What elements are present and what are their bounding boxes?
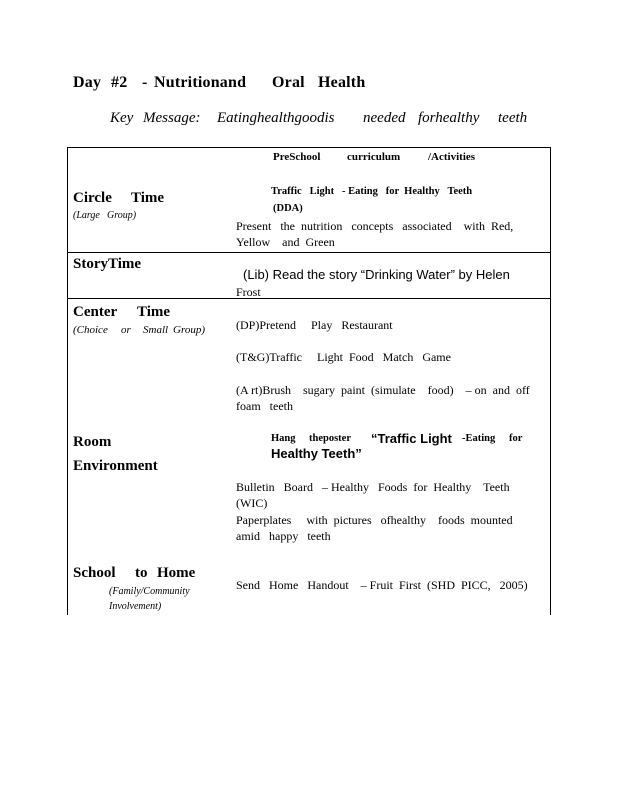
center-time-label-b: Time <box>137 304 171 320</box>
center-time-sub-b: or <box>121 324 131 336</box>
center-time-item-3-line-1: (A rt)Brush sugary paint (simulate food) – on and off <box>236 383 530 397</box>
circle-time-sub-b: Group) <box>107 210 137 221</box>
key-message-text-2: needed <box>363 110 406 126</box>
title-topic-oral: Oral <box>272 74 305 91</box>
key-message-text-1: Eatinghealthgoodis <box>217 110 335 126</box>
center-time-item-3-line-2: foam teeth <box>236 399 293 413</box>
room-environment-label-a: Room <box>73 434 112 450</box>
story-time-line-1: (Lib) Read the story “Drinking Water” by Helen <box>243 267 510 282</box>
table-header-activities: /Activities <box>428 151 476 163</box>
poster-theposter: theposter <box>309 433 351 444</box>
circle-time-activity-title: Traffic Light - Eating for Healthy Teeth <box>271 186 473 197</box>
center-time-label-a: Center <box>73 304 118 320</box>
key-message-text-3: forhealthy <box>418 110 480 126</box>
title-topic-nutrition: Nutritionand <box>154 74 247 91</box>
poster-title-eating: -Eating <box>462 433 496 444</box>
school-to-home-label-a: School <box>73 565 116 581</box>
school-to-home-sub-b: Involvement) <box>109 601 162 612</box>
table-header-preschool: PreSchool <box>273 151 321 163</box>
poster-title-for: for <box>509 433 523 444</box>
circle-time-activity-source: (DDA) <box>273 203 303 214</box>
paperplates-line-2: amid happy teeth <box>236 529 331 543</box>
circle-time-label-a: Circle <box>73 190 112 206</box>
bulletin-line-1: Bulletin Board – Healthy Foods for Healthy Teeth <box>236 480 510 494</box>
story-time-label: StoryTime <box>73 256 142 272</box>
key-message-label-message: Message: <box>143 110 201 126</box>
poster-title-healthy-teeth: Healthy Teeth” <box>271 446 362 461</box>
title-dash: - <box>142 74 148 91</box>
school-to-home-label-c: Home <box>157 565 196 581</box>
center-time-sub-a: (Choice <box>73 324 108 336</box>
title-topic-health: Health <box>318 74 366 91</box>
poster-title-traffic-light: “Traffic Light <box>371 431 452 446</box>
school-to-home-sub-a: (Family/Community <box>109 586 190 597</box>
row-divider-center <box>67 298 550 299</box>
key-message-text-4: teeth <box>498 110 528 126</box>
school-to-home-line: Send Home Handout – Fruit First (SHD PICC, 2005) <box>236 578 528 592</box>
circle-time-line-1: Present the nutrition concepts associated with Red, <box>236 219 514 233</box>
circle-time-line-2: Yellow and Green <box>236 235 335 249</box>
center-time-sub-c: Small <box>143 324 169 336</box>
key-message-label-key: Key <box>110 110 134 126</box>
room-environment-label-b: Environment <box>73 458 158 474</box>
title-number: #2 <box>111 74 128 91</box>
circle-time-sub-a: (Large <box>73 210 100 221</box>
poster-hang: Hang <box>271 433 296 444</box>
center-time-sub-d: Group) <box>173 324 205 336</box>
school-to-home-label-b: to <box>135 565 148 581</box>
center-time-item-1: (DP)Pretend Play Restaurant <box>236 318 393 332</box>
circle-time-label-b: Time <box>131 190 165 206</box>
story-time-line-2: Frost <box>236 285 261 299</box>
center-time-item-2: (T&G)Traffic Light Food Match Game <box>236 350 451 364</box>
paperplates-line-1: Paperplates with pictures ofhealthy foods mounted <box>236 513 513 527</box>
table-header-curriculum: curriculum <box>347 151 401 163</box>
title-day: Day <box>73 74 102 91</box>
row-divider-story <box>67 252 550 253</box>
bulletin-line-2: (WIC) <box>236 496 268 510</box>
